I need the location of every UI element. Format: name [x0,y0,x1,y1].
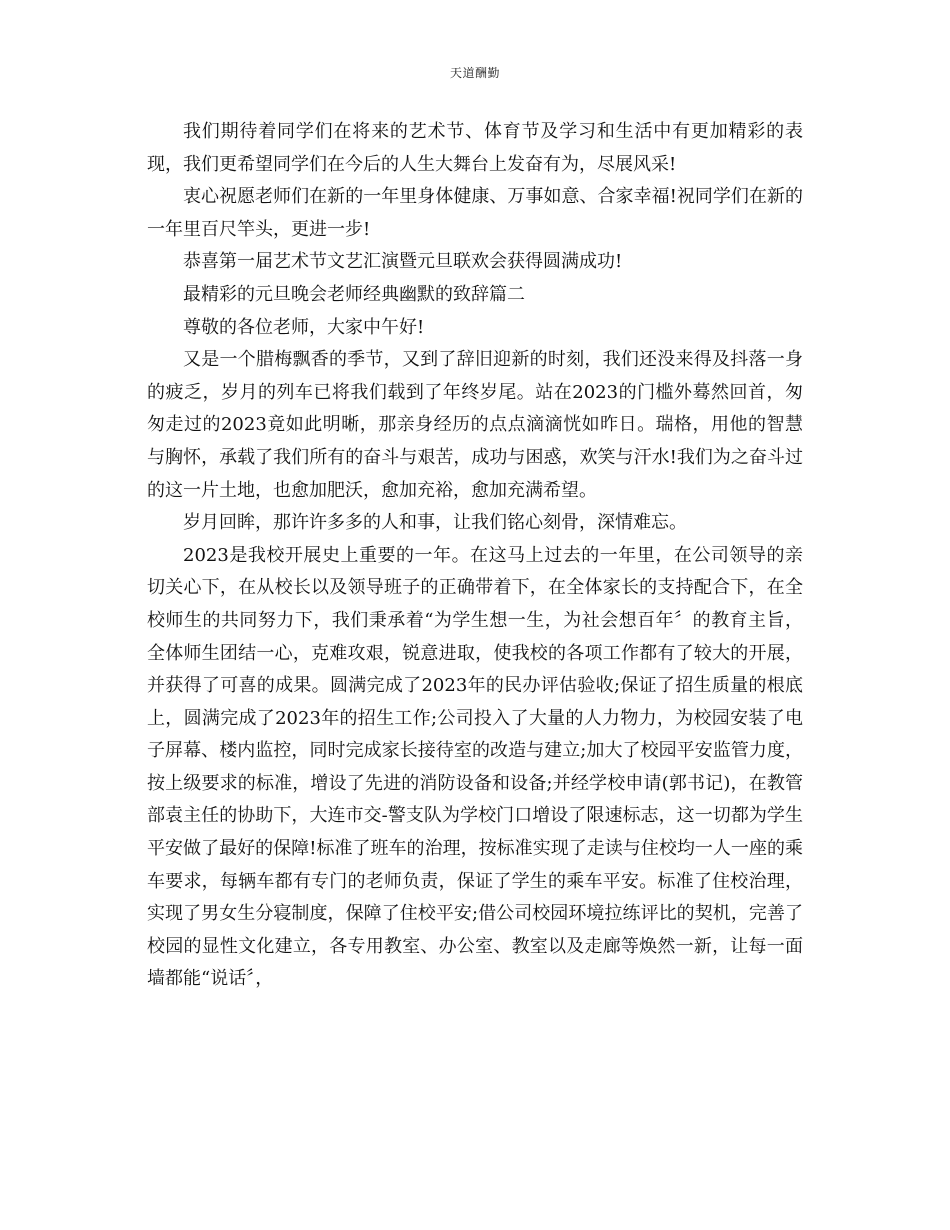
section-title: 最精彩的元旦晚会老师经典幽默的致辞篇二 [183,283,525,305]
document-body [147,116,803,996]
page-header: 天道酬勤 [449,66,500,80]
paragraph: 又是一个腊梅飘香的季节，又到了辞旧迎新的时刻，我们还没来得及抖落一身的疲乏，岁月的列车已将我们载到了年终岁尾。站在2023的门槛外蓦然回首，匆匆走过的2023竟如此明晰，那亲身经历的点点滴滴恍如昨日。瑞格，用他的智慧与胸怀，承载了我们所有的奋斗与艰苦，成功与困惑，欢笑与汗水!我们为之奋斗过的这一片土地，也愈加肥沃，愈加充裕，愈加充满希望。 [147,349,803,501]
greeting: 尊敬的各位老师，大家中午好! [183,316,425,338]
paragraph: 岁月回眸，那许许多多的人和事，让我们铭心刻骨，深情难忘。 [183,512,687,534]
paragraph: 2023是我校开展史上重要的一年。在这马上过去的一年里，在公司领导的亲切关心下，在从校长以及领导班子的正确带着下，在全体家长的支持配合下，在全校师生的共同努力下，我们秉承着“为学生想一生，为社会想百年〞的教育主旨，全体师生团结一心，克难攻艰，锐意进取，使我校的各项工作都有了较大的开展，并获得了可喜的成果。圆满完成了2023年的民办评估验收;保证了招生质量的根底上，圆满完成了2023年的招生工作;公司投入了大量的人力物力，为校园安装了电子屏幕、楼内监控，同时完成家长接待室的改造与建立;加大了校园平安监管力度，按上级要求的标准，增设了先进的消防设备和设备;并经学校申请(郭书记)，在教管部袁主任的协助下，大连市交-警支队为学校门口增设了限速标志，这一切都为学生平安做了最好的保障!标准了班车的治理，按标准实现了走读与住校均一人一座的乘车要求，每辆车都有专门的老师负责，保证了学生的乘车平安。标准了住校治理，实现了男女生分寝制度，保障了住校平安;借公司校园环境拉练评比的契机，完善了校园的显性文化建立，各专用教室、办公室、教室以及走廊等焕然一新，让每一面墙都能“说话〞， [147,544,803,990]
paragraph: 衷心祝愿老师们在新的一年里身体健康、万事如意、合家幸福!祝同学们在新的一年里百尺竿头，更进一步! [147,186,803,240]
paragraph: 我们期待着同学们在将来的艺术节、体育节及学习和生活中有更加精彩的表现，我们更希望同学们在今后的人生大舞台上发奋有为，尽展风采! [147,121,803,175]
paragraph: 恭喜第一届艺术节文艺汇演暨元旦联欢会获得圆满成功! [183,251,623,273]
